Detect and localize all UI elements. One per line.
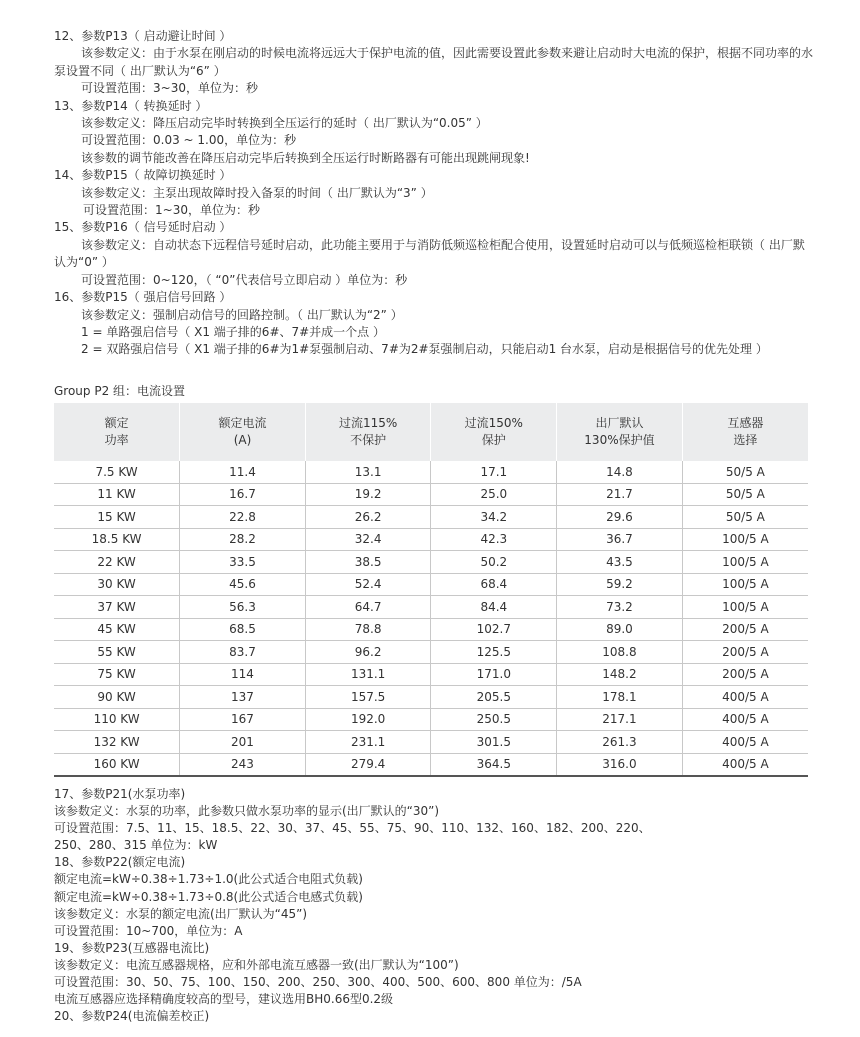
table-cell: 167 [180, 708, 306, 731]
table-cell: 25.0 [431, 483, 557, 506]
parameter-text: 该参数的调节能改善在降压启动完毕后转换到全压运行时断路器有可能出现跳闸现象! [81, 150, 530, 165]
table-row [54, 461, 808, 483]
table-cell: 100/5 A [682, 551, 808, 574]
column-header-line: 130%保护值 [584, 433, 655, 447]
column-header-line: 不保护 [350, 433, 387, 447]
table-cell: 50/5 A [682, 461, 808, 483]
column-header-line: 出厂默认 [595, 416, 644, 430]
table-cell: 56.3 [180, 596, 306, 619]
table-cell: 50/5 A [682, 483, 808, 506]
parameter-section-top [54, 28, 814, 359]
table-cell: 64.7 [305, 596, 431, 619]
table-cell: 83.7 [180, 641, 306, 664]
table-cell: 400/5 A [682, 753, 808, 776]
table-row [54, 686, 808, 709]
parameter-text: 可设置范围：7.5、11、15、18.5、22、30、37、45、55、75、90、110、132、160、182、200、220、 [54, 821, 651, 836]
table-cell: 17.1 [431, 461, 557, 483]
parameter-text: 250、280、315 单位为：kW [54, 838, 218, 853]
column-header [557, 403, 683, 461]
table-cell: 33.5 [180, 551, 306, 574]
column-header [305, 403, 431, 461]
table-cell: 157.5 [305, 686, 431, 709]
table-cell: 114 [180, 663, 306, 686]
table-cell: 100/5 A [682, 596, 808, 619]
parameter-heading: 14、参数P15（ 故障切换延时 ） [54, 168, 232, 183]
parameter-text: 该参数定义：水泵的额定电流(出厂默认为“45”) [54, 906, 308, 921]
parameter-text: 额定电流=kW÷0.38÷1.73÷0.8(此公式适合电感式负载) [54, 889, 363, 904]
table-row [54, 506, 808, 529]
parameter-text: 可设置范围：30、50、75、100、150、200、250、300、400、500、600、800 单位为：/5A [54, 975, 582, 990]
parameter-text: 该参数定义：自动状态下远程信号延时启动，此功能主要用于与消防低频巡检柜配合使用，设置延时启动可以与低频巡检柜联锁（ 出厂默认为“0” ） [54, 237, 805, 270]
table-cell: 178.1 [557, 686, 683, 709]
parameter-text: 该参数定义：降压启动完毕时转换到全压运行的延时（ 出厂默认为“0.05” ） [81, 116, 488, 131]
table-cell: 364.5 [431, 753, 557, 776]
table-cell: 250.5 [431, 708, 557, 731]
parameter-text: 额定电流=kW÷0.38÷1.73÷1.0(此公式适合电阻式负载) [54, 872, 363, 887]
table-cell: 100/5 A [682, 573, 808, 596]
table-row [54, 573, 808, 596]
table-cell: 78.8 [305, 618, 431, 641]
column-header-line: 互感器 [727, 416, 764, 430]
parameter-text: 可设置范围：3~30，单位为：秒 [81, 81, 258, 96]
table-cell: 26.2 [305, 506, 431, 529]
table-cell: 52.4 [305, 573, 431, 596]
group-title: Group P2 组：电流设置 [54, 384, 186, 398]
table-cell: 29.6 [557, 506, 683, 529]
table-cell: 201 [180, 731, 306, 754]
table-cell: 68.4 [431, 573, 557, 596]
table-cell: 37 KW [54, 596, 180, 619]
parameter-text: 1 = 单路强启信号（ X1 端子排的6#、7#并成一个点 ） [81, 324, 385, 339]
column-header-line: (A) [233, 433, 252, 447]
column-header-line: 选择 [733, 433, 758, 447]
table-cell: 16.7 [180, 483, 306, 506]
table-cell: 261.3 [557, 731, 683, 754]
column-header-line: 过流115% [338, 416, 398, 430]
table-cell: 11 KW [54, 483, 180, 506]
table-cell: 42.3 [431, 528, 557, 551]
parameter-heading: 12、参数P13（ 启动避让时间 ） [54, 29, 232, 43]
parameter-text: 2 = 双路强启信号（ X1 端子排的6#为1#泵强制启动、7#为2#泵强制启动，只能启动1 台水泵，启动是根据信号的优先处理 ） [81, 342, 768, 357]
parameter-text: 可设置范围：0.03 ~ 1.00，单位为：秒 [81, 133, 297, 148]
table-cell: 21.7 [557, 483, 683, 506]
table-cell: 301.5 [431, 731, 557, 754]
table-cell: 200/5 A [682, 641, 808, 664]
table-cell: 36.7 [557, 528, 683, 551]
column-header [54, 403, 180, 461]
column-header [682, 403, 808, 461]
table-cell: 68.5 [180, 618, 306, 641]
parameter-text: 19、参数P23(互感器电流比) [54, 940, 210, 955]
table-cell: 148.2 [557, 663, 683, 686]
table-cell: 38.5 [305, 551, 431, 574]
table-cell: 400/5 A [682, 731, 808, 754]
table-cell: 19.2 [305, 483, 431, 506]
table-cell: 73.2 [557, 596, 683, 619]
table-cell: 13.1 [305, 461, 431, 483]
table-cell: 316.0 [557, 753, 683, 776]
table-header-row [54, 403, 808, 461]
parameter-text: 该参数定义：由于水泵在刚启动的时候电流将远远大于保护电流的值，因此需要设置此参数来避让启动时大电流的保护，根据不同功率的水泵设置不同（ 出厂默认为“6” ） [54, 46, 814, 78]
table-cell: 205.5 [431, 686, 557, 709]
table-cell: 89.0 [557, 618, 683, 641]
table-row [54, 618, 808, 641]
table-cell: 400/5 A [682, 708, 808, 731]
table-cell: 217.1 [557, 708, 683, 731]
table-row [54, 708, 808, 731]
table-cell: 96.2 [305, 641, 431, 664]
table-cell: 279.4 [305, 753, 431, 776]
table-cell: 59.2 [557, 573, 683, 596]
table-cell: 125.5 [431, 641, 557, 664]
parameter-text: 电流互感器应选择精确度较高的型号，建议选用BH0.66型0.2级 [54, 992, 394, 1007]
parameter-section-bottom [54, 786, 814, 1025]
table-cell: 100/5 A [682, 528, 808, 551]
column-header-line: 额定电流 [218, 416, 267, 430]
table-cell: 108.8 [557, 641, 683, 664]
table-cell: 55 KW [54, 641, 180, 664]
table-cell: 90 KW [54, 686, 180, 709]
parameter-text: 该参数定义：强制启动信号的回路控制。（ 出厂默认为“2” ） [81, 307, 403, 322]
table-cell: 192.0 [305, 708, 431, 731]
parameter-text: 可设置范围：10~700，单位为：A [54, 923, 243, 938]
table-cell: 200/5 A [682, 663, 808, 686]
table-row [54, 731, 808, 754]
table-cell: 84.4 [431, 596, 557, 619]
table-cell: 171.0 [431, 663, 557, 686]
table-cell: 7.5 KW [54, 461, 180, 483]
table-cell: 50/5 A [682, 506, 808, 529]
parameter-heading: 16、参数P15（ 强启信号回路 ） [54, 290, 232, 305]
parameter-heading: 13、参数P14（ 转换延时 ） [54, 98, 208, 113]
column-header-line: 功率 [104, 433, 129, 447]
table-cell: 137 [180, 686, 306, 709]
table-row [54, 483, 808, 506]
table-cell: 30 KW [54, 573, 180, 596]
column-header-line: 额定 [104, 416, 129, 430]
column-header [180, 403, 306, 461]
table-cell: 400/5 A [682, 686, 808, 709]
parameter-text: 该参数定义：水泵的功率，此参数只做水泵功率的显示(出厂默认的“30”) [54, 804, 440, 819]
table-cell: 22.8 [180, 506, 306, 529]
table-cell: 200/5 A [682, 618, 808, 641]
table-cell: 14.8 [557, 461, 683, 483]
table-cell: 160 KW [54, 753, 180, 776]
table-cell: 45.6 [180, 573, 306, 596]
table-cell: 15 KW [54, 506, 180, 529]
parameter-text: 该参数定义：主泵出现故障时投入备泵的时间（ 出厂默认为“3” ） [81, 185, 433, 200]
table-cell: 45 KW [54, 618, 180, 641]
table-cell: 132 KW [54, 731, 180, 754]
table-row [54, 663, 808, 686]
parameter-text: 可设置范围：1~30，单位为：秒 [83, 203, 260, 218]
table-row [54, 753, 808, 776]
table-row [54, 641, 808, 664]
table-cell: 32.4 [305, 528, 431, 551]
table-cell: 131.1 [305, 663, 431, 686]
parameter-text: 17、参数P21(水泵功率) [54, 787, 186, 801]
table-cell: 34.2 [431, 506, 557, 529]
table-cell: 110 KW [54, 708, 180, 731]
parameter-text: 18、参数P22(额定电流) [54, 855, 186, 870]
table-cell: 243 [180, 753, 306, 776]
table-cell: 22 KW [54, 551, 180, 574]
parameter-text: 该参数定义：电流互感器规格，应和外部电流互感器一致(出厂默认为“100”) [54, 957, 459, 972]
table-cell: 28.2 [180, 528, 306, 551]
current-settings-table [54, 403, 808, 777]
column-header [431, 403, 557, 461]
table-cell: 18.5 KW [54, 528, 180, 551]
parameter-text: 20、参数P24(电流偏差校正) [54, 1009, 210, 1024]
column-header-line: 保护 [481, 433, 506, 447]
table-cell: 75 KW [54, 663, 180, 686]
table-cell: 11.4 [180, 461, 306, 483]
parameter-text: 可设置范围：0~120，（ “0”代表信号立即启动 ）单位为：秒 [81, 272, 408, 287]
parameter-heading: 15、参数P16（ 信号延时启动 ） [54, 220, 232, 235]
table-cell: 43.5 [557, 551, 683, 574]
table-cell: 231.1 [305, 731, 431, 754]
table-row [54, 551, 808, 574]
table-row [54, 528, 808, 551]
table-cell: 50.2 [431, 551, 557, 574]
table-cell: 102.7 [431, 618, 557, 641]
column-header-line: 过流150% [464, 416, 523, 430]
table-row [54, 596, 808, 619]
